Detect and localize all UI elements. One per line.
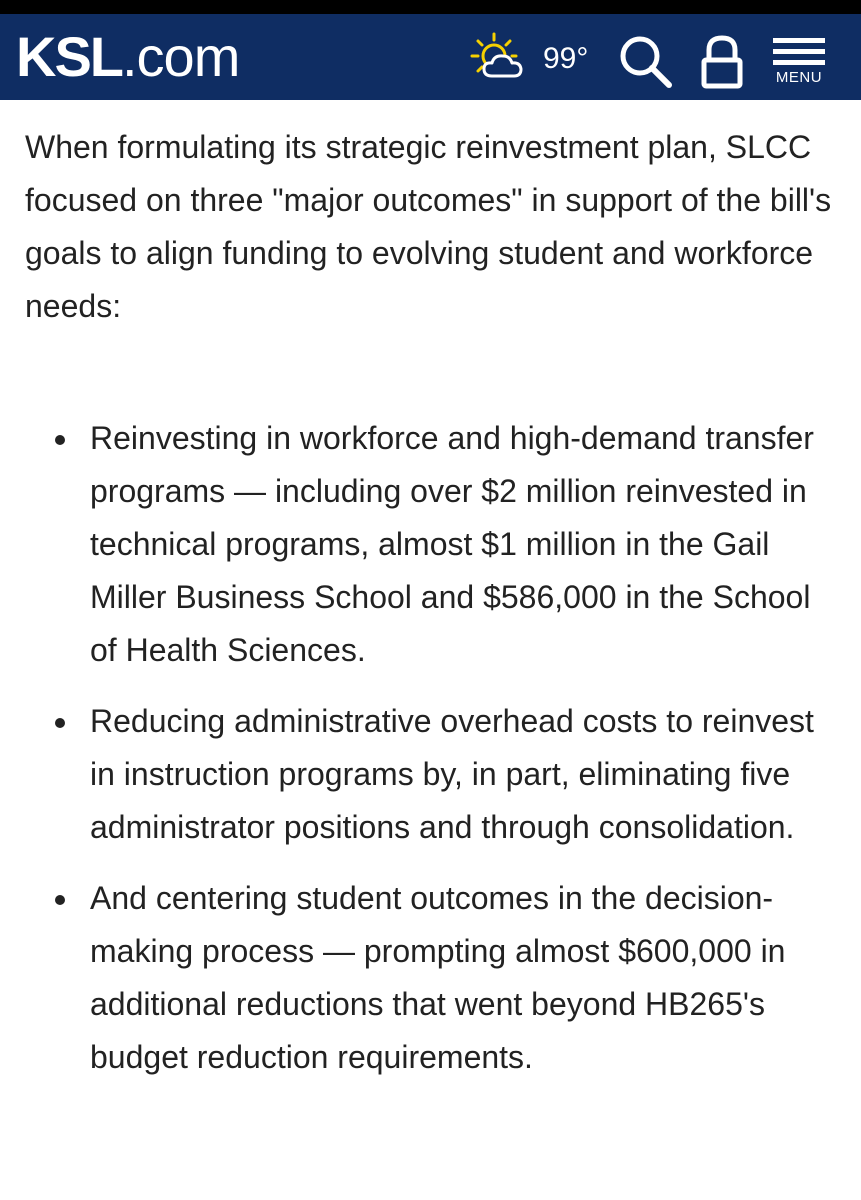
list-item-text: Reinvesting in workforce and high-demand transfer programs — including over $2 million reinvested in technical programs, almost $1 million in the Gail Miller Business School and $586,000 in the School of Health Sciences.: [90, 420, 814, 668]
list-item-text: And centering student outcomes in the decision-making process — prompting almost $600,000 in additional reductions that went beyond HB265's budget reduction requirements.: [90, 880, 786, 1075]
partly-cloudy-icon[interactable]: [470, 32, 532, 82]
search-icon[interactable]: [618, 34, 674, 90]
bullet-dot: [55, 895, 65, 905]
list-item-text: Reducing administrative overhead costs to reinvest in instruction programs by, in part, eliminating five administrator positions and through consolidation.: [90, 703, 814, 845]
menu-label: MENU: [775, 69, 823, 86]
temperature-readout[interactable]: 99°: [543, 42, 589, 75]
site-logo[interactable]: [16, 26, 239, 88]
intro-paragraph: When formulating its strategic reinvestment plan, SLCC focused on three "major outcomes" in support of the bill's goals to align funding to evolving student and workforce needs:: [25, 129, 832, 324]
bullet-dot: [55, 435, 65, 445]
list-item: [0, 872, 861, 1084]
logo-ksl-text: KSL: [16, 25, 122, 88]
hamburger-icon: [773, 36, 825, 66]
list-item: [0, 695, 861, 854]
article-body: [0, 100, 861, 1084]
user-account-icon[interactable]: [698, 34, 746, 90]
status-strip: [0, 0, 861, 14]
site-header: [0, 14, 861, 100]
bullet-dot: [55, 718, 65, 728]
outcomes-list: [0, 412, 861, 1084]
menu-button[interactable]: [768, 34, 830, 94]
list-item: [0, 412, 861, 677]
logo-dotcom-text: .com: [122, 25, 240, 88]
